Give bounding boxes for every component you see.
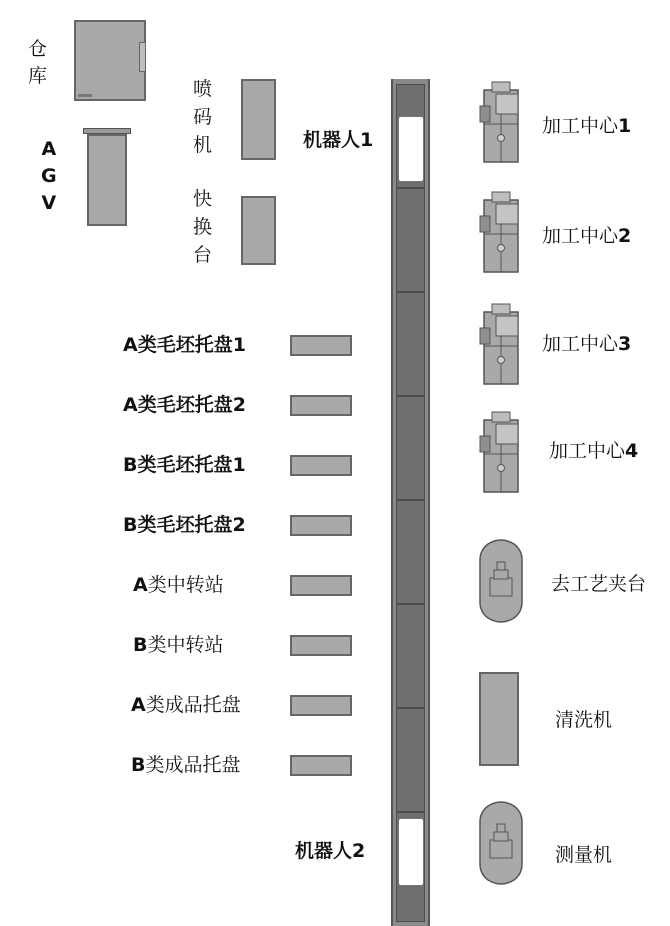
coder-char-1: 喷 bbox=[193, 78, 213, 100]
tray-label bbox=[131, 696, 241, 715]
machining-center-number: 3 bbox=[618, 333, 632, 355]
machining-center-number: 2 bbox=[618, 225, 632, 247]
tray-label-prefix: A bbox=[123, 394, 138, 416]
tray-label bbox=[131, 756, 241, 775]
tray-label-suffix: 2 bbox=[232, 514, 246, 536]
transfer-station-a bbox=[290, 575, 352, 596]
tray-label bbox=[123, 456, 246, 475]
warehouse-corner bbox=[78, 94, 92, 97]
tray-b-blank-2 bbox=[290, 515, 352, 536]
tray-label-text: 类毛坯托盘 bbox=[137, 514, 233, 536]
machining-center-number: 4 bbox=[625, 440, 639, 462]
tray-label-suffix: 1 bbox=[232, 454, 246, 476]
machining-center-label bbox=[542, 117, 631, 136]
fixture-removal-station bbox=[478, 538, 524, 624]
quick-change-table bbox=[241, 196, 276, 265]
machining-center-name: 加工中心 bbox=[549, 440, 626, 462]
rail-segment bbox=[396, 708, 425, 812]
agv-letter-v: V bbox=[41, 192, 57, 214]
tray-label-suffix: 1 bbox=[232, 334, 246, 356]
machining-center-1 bbox=[478, 80, 524, 163]
tray-b-blank-1 bbox=[290, 455, 352, 476]
tray-label-text: 类成品托盘 bbox=[145, 754, 241, 776]
rail-segment bbox=[396, 604, 425, 708]
warehouse-door bbox=[139, 42, 146, 72]
tray-label-prefix: A bbox=[133, 574, 148, 596]
machining-center-name: 加工中心 bbox=[542, 225, 619, 247]
quick-change-label bbox=[193, 190, 212, 265]
agv-label bbox=[41, 140, 57, 213]
tray-label-text: 类毛坯托盘 bbox=[137, 334, 233, 356]
tray-a-blank-1 bbox=[290, 335, 352, 356]
tray-label-prefix: B bbox=[131, 754, 146, 776]
rail-segment bbox=[396, 292, 425, 396]
warehouse bbox=[74, 20, 146, 101]
finished-tray-b bbox=[290, 755, 352, 776]
washer-label: 清洗机 bbox=[555, 709, 613, 731]
warehouse-label-text: 仓库 bbox=[28, 38, 48, 87]
robot-1 bbox=[398, 116, 424, 182]
agv-body bbox=[87, 134, 127, 226]
tray-label-text: 类毛坯托盘 bbox=[137, 454, 233, 476]
robot-2-label: 机器人2 bbox=[295, 840, 366, 862]
tray-label-text: 类中转站 bbox=[147, 574, 224, 596]
machining-center-3 bbox=[478, 302, 524, 385]
warehouse-label bbox=[28, 36, 48, 89]
tray-label bbox=[123, 516, 246, 535]
finished-tray-a bbox=[290, 695, 352, 716]
tray-label-prefix: A bbox=[131, 694, 146, 716]
agv-letter-g: G bbox=[41, 165, 57, 187]
robot-2 bbox=[398, 818, 424, 886]
coder-label bbox=[193, 80, 212, 155]
fixture-removal-label: 去工艺夹台 bbox=[551, 573, 647, 595]
tray-label-suffix: 2 bbox=[232, 394, 246, 416]
rail-segment bbox=[396, 500, 425, 604]
tray-label bbox=[123, 336, 246, 355]
tray-label-text: 类成品托盘 bbox=[145, 694, 241, 716]
transfer-station-b bbox=[290, 635, 352, 656]
machining-center-label bbox=[549, 442, 638, 461]
robot-1-label: 机器人1 bbox=[303, 129, 374, 151]
machining-center-name: 加工中心 bbox=[542, 333, 619, 355]
machining-center-name: 加工中心 bbox=[542, 115, 619, 137]
tray-label-text: 类毛坯托盘 bbox=[137, 394, 233, 416]
tray-label-prefix: B bbox=[133, 634, 148, 656]
rail-segment bbox=[396, 188, 425, 292]
machining-center-4 bbox=[478, 410, 524, 493]
quick-change-char-3: 台 bbox=[193, 244, 213, 266]
machining-center-label bbox=[542, 227, 631, 246]
measuring-label: 测量机 bbox=[555, 844, 613, 866]
rail-segment bbox=[396, 396, 425, 500]
quick-change-char-2: 换 bbox=[193, 216, 213, 238]
machining-center-number: 1 bbox=[618, 115, 632, 137]
agv-letter-a: A bbox=[41, 138, 57, 160]
measuring-machine bbox=[478, 800, 524, 886]
tray-label bbox=[133, 636, 224, 655]
tray-label-prefix: A bbox=[123, 334, 138, 356]
washing-machine bbox=[479, 672, 519, 766]
quick-change-char-1: 快 bbox=[193, 188, 213, 210]
coder-char-3: 机 bbox=[193, 134, 213, 156]
tray-a-blank-2 bbox=[290, 395, 352, 416]
tray-label-prefix: B bbox=[123, 454, 138, 476]
agv-vehicle bbox=[83, 128, 131, 228]
tray-label bbox=[133, 576, 224, 595]
tray-label bbox=[123, 396, 246, 415]
coder-char-2: 码 bbox=[193, 106, 213, 128]
machining-center-label bbox=[542, 335, 631, 354]
tray-label-text: 类中转站 bbox=[147, 634, 224, 656]
machining-center-2 bbox=[478, 190, 524, 273]
coder-machine bbox=[241, 79, 276, 160]
tray-label-prefix: B bbox=[123, 514, 138, 536]
